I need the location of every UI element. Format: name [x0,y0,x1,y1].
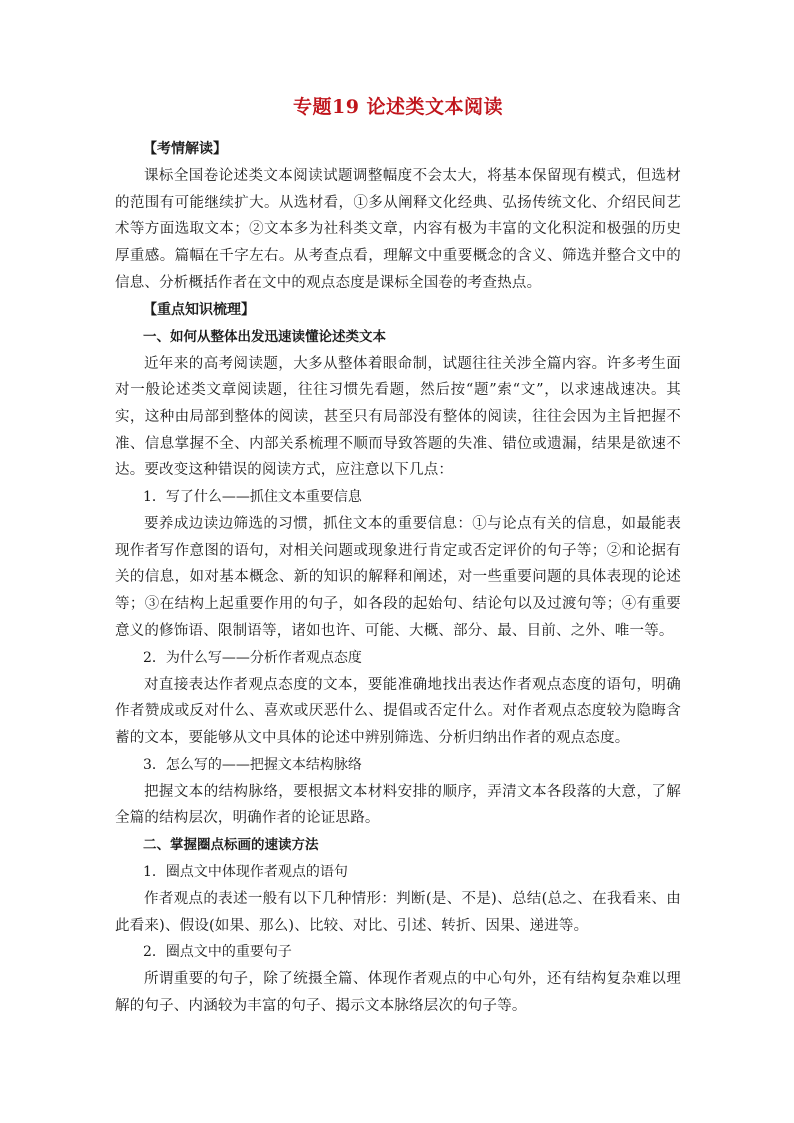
subheading-2-2: 2．圈点文中的重要句子 [143,944,292,961]
paragraph-part-1-intro: 近年来的高考阅读题，大多从整体着眼命制，试题往往关涉全篇内容。许多考生面对一般论述类文章阅读题，往往习惯先看题，然后按“题”索“文”，以求速战速决。其实，这种由局部到整体的阅读，甚至只有局部没有整体的阅读，往往会因为主旨把握不准、信息掌握不全、内部关系梳理不顺而导致答题的失准、错位或遗漏，结果是欲速不达。要改变这种错误的阅读方式，应注意以下几点： [115,355,681,479]
paragraph-1-1: 要养成边读边筛选的习惯，抓住文本的重要信息：①与论点有关的信息，如最能表现作者写作意图的语句，对相关问题或现象进行肯定或否定评价的句子等；②和论据有关的信息，如对基本概念、新的知识的解释和阐述，对一些重要问题的具体表现的论述等；③在结构上起重要作用的句子，如各段的起始句、结论句以及过渡句等；④有重要意义的修饰语、限制语等，诸如也许、可能、大概、部分、最、目前、之外、唯一等。 [115,516,681,639]
page-title: 专题19 论述类文本阅读 [292,96,504,118]
section-label-zhishi: 【重点知识梳理】 [143,301,255,318]
paragraph-1-2: 对直接表达作者观点态度的文本，要能准确地找出表达作者观点态度的语句，明确作者赞成或反对什么、喜欢或厌恶什么、提倡或否定什么。对作者观点态度较为隐晦含蓄的文本，要能够从文中具体的论述中辨别筛选、分析归纳出作者的观点态度。 [115,676,681,746]
document-page [115,92,681,1020]
heading-part-2: 二、掌握圈点标画的速读方法 [143,837,319,854]
subheading-1-3: 3．怎么写的——把握文本结构脉络 [143,756,362,773]
heading-part-1: 一、如何从整体出发迅速读懂论述类文本 [143,328,386,345]
subheading-2-1: 1．圈点文中体现作者观点的语句 [143,864,348,881]
paragraph-2-2: 所谓重要的句子，除了统摄全篇、体现作者观点的中心句外，还有结构复杂难以理解的句子、内涵较为丰富的句子、揭示文本脉络层次的句子等。 [115,971,681,1015]
subheading-1-2: 2．为什么写——分析作者观点态度 [143,649,362,666]
paragraph-kaoqing: 课标全国卷论述类文本阅读试题调整幅度不会太大，将基本保留现有模式，但选材的范围有可能继续扩大。从选材看，①多从阐释文化经典、弘扬传统文化、介绍民间艺术等方面选取文本；②文本多为社科类文章，内容有极为丰富的文化积淀和极强的历史厚重感。篇幅在千字左右。从考查点看，理解文中重要概念的含义、筛选并整合文中的信息、分析概括作者在文中的观点态度是课标全国卷的考查热点。 [115,168,681,291]
section-label-kaoqing: 【考情解读】 [143,141,227,157]
paragraph-1-3: 把握文本的结构脉络，要根据文本材料安排的顺序，弄清文本各段落的大意，了解全篇的结构层次，明确作者的论证思路。 [115,783,681,827]
subheading-1-1: 1．写了什么——抓住文本重要信息 [143,489,362,506]
paragraph-2-1: 作者观点的表述一般有以下几种情形：判断(是、不是)、总结(总之、在我看来、由此看来)、假设(如果、那么)、比较、对比、引述、转折、因果、递进等。 [115,891,681,934]
